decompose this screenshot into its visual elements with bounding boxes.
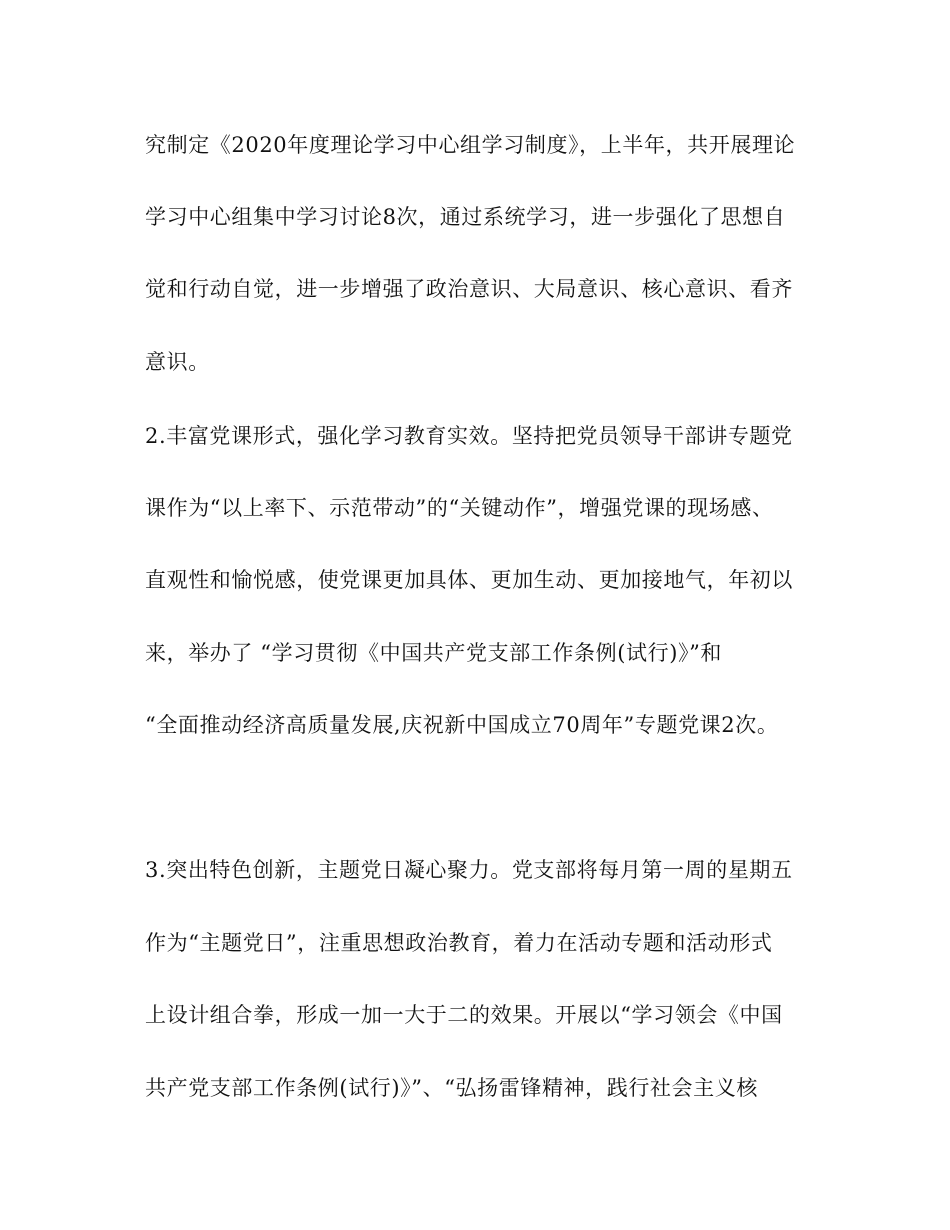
text-line-9: “全面推动经济高质量发展,庆祝新中国成立70周年”专题党课2次。 [145, 713, 779, 737]
text-line-11: 作为“主题党日”，注重思想政治教育，着力在活动专题和活动形式 [145, 931, 773, 955]
text-line-12: 上设计组合拳，形成一加一大于二的效果。开展以“学习领会《中国 [145, 1003, 783, 1027]
text-line-10: 3.突出特色创新，主题党日凝心聚力。党支部将每月第一周的星期五 [145, 858, 793, 882]
text-line-3: 觉和行动自觉，进一步增强了政治意识、大局意识、核心意识、看齐 [145, 277, 793, 301]
text-line-4: 意识。 [145, 350, 210, 374]
text-line-8: 来，举办了 “学习贯彻《中国共产党支部工作条例(试行)》”和 [145, 641, 723, 665]
text-line-7: 直观性和愉悦感，使党课更加具体、更加生动、更加接地气，年初以 [145, 568, 793, 592]
text-line-6: 课作为“以上率下、示范带动”的“关键动作”，增强党课的现场感、 [145, 496, 774, 520]
text-line-1: 究制定《2020年度理论学习中心组学习制度》，上半年，共开展理论 [145, 133, 796, 157]
text-line-5: 2.丰富党课形式，强化学习教育实效。坚持把党员领导干部讲专题党 [145, 424, 793, 448]
text-line-13: 共产党支部工作条例(试行)》”、“弘扬雷锋精神，践行社会主义核 [145, 1076, 758, 1100]
text-line-2: 学习中心组集中学习讨论8次，通过系统学习，进一步强化了思想自 [145, 205, 786, 229]
